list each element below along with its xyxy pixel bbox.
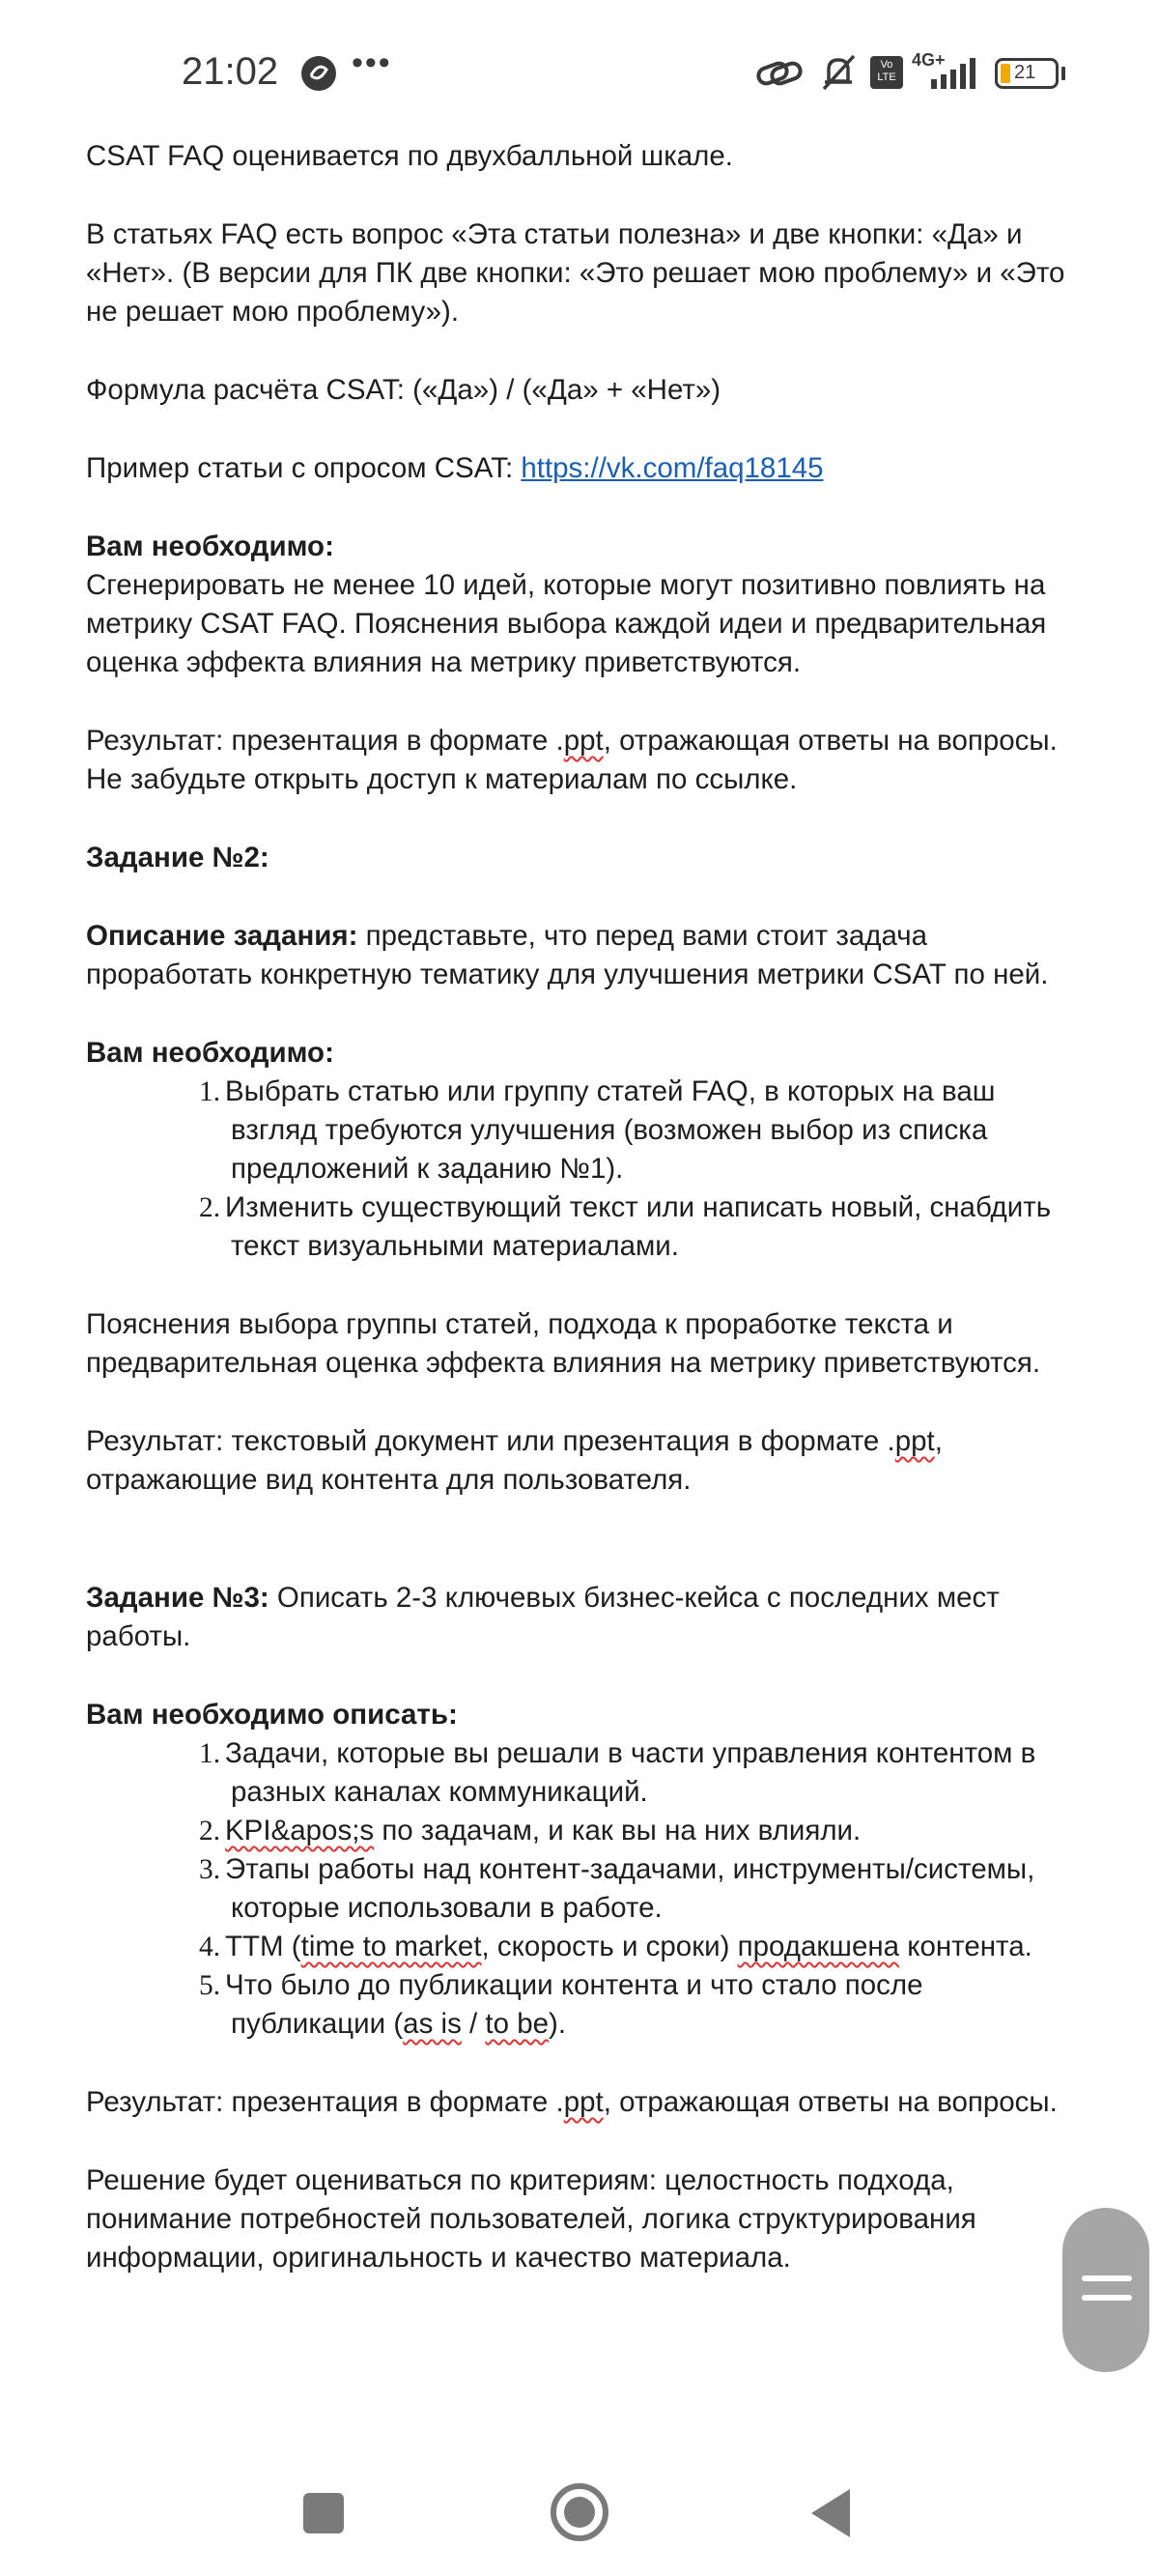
list-number: 1. — [199, 1076, 221, 1107]
app-notification-icon — [299, 54, 338, 93]
menu-line-icon — [1082, 2275, 1132, 2281]
list-item-text: ). — [549, 2008, 567, 2040]
need-section-1 — [86, 528, 1081, 682]
list-item-text: Выбрать статью или группу статей FAQ, в которых на ваш взгляд требуются улучшения (возможен выбор из списка предложений к заданию №1). — [225, 1075, 996, 1185]
paragraph-buttons: В статьях FAQ есть вопрос «Эта статьи полезна» и две кнопки: «Да» и «Нет». (В версии для ПК две кнопки: «Это решает мою проблему» и «Это не решает мою проблему»). — [86, 218, 1065, 328]
need-title-1: Вам необходимо: — [86, 530, 334, 562]
recent-apps-icon[interactable] — [301, 2491, 346, 2535]
list-number: 2. — [199, 1192, 221, 1223]
result-ppt-2: ppt — [894, 1425, 935, 1457]
need-title-3 — [86, 1696, 1081, 1734]
floating-menu-button[interactable] — [1062, 2208, 1149, 2372]
document-content — [86, 137, 1081, 2317]
criteria-paragraph: Решение будет оцениваться по критериям: целостность подхода, понимание потребностей пользователей, логика структурирования информации, оригинальность и качество материала. — [86, 2164, 976, 2274]
result-ppt-1: ppt — [563, 725, 604, 757]
list-item — [86, 1073, 1081, 1188]
task2-heading — [86, 839, 1081, 877]
result-text-1b: , отражающая ответы на вопросы. — [603, 725, 1058, 757]
result-section-3 — [86, 2083, 1081, 2122]
list-number: 5. — [199, 1970, 221, 2001]
paragraph-scale: CSAT FAQ оценивается по двухбалльной шкале. — [86, 140, 734, 172]
list-item-term: as is — [403, 2008, 462, 2040]
task3-title: Задание №3: — [86, 1582, 269, 1614]
task3-heading — [86, 1579, 1081, 1656]
list-item-kpi: KPI&apos;s — [225, 1815, 375, 1846]
network-type: 4G+ — [912, 50, 946, 70]
task2-description — [86, 917, 1081, 994]
list-item-term: time to market — [300, 1931, 482, 1962]
list-item-term: to be — [485, 2008, 550, 2040]
more-notifications-icon: ••• — [352, 44, 392, 81]
result-text-2b: , отражающие вид контента для пользователя. — [86, 1425, 943, 1496]
system-navigation-bar — [0, 2454, 1159, 2576]
status-bar — [0, 0, 1159, 135]
need-title-3-text: Вам необходимо описать: — [86, 1699, 458, 1731]
list-item-text: TTM ( — [225, 1931, 301, 1962]
task3-text: Описать 2-3 ключевых бизнес-кейса с последних мест работы. — [86, 1582, 1000, 1652]
list-number: 1. — [199, 1738, 221, 1769]
list-number: 4. — [199, 1932, 221, 1962]
back-icon[interactable] — [807, 2487, 854, 2539]
example-label: Пример статьи с опросом CSAT: — [86, 452, 522, 484]
list-item-text: , скорость и сроки) — [481, 1931, 738, 1962]
need-text-1: Сгенерировать не менее 10 идей, которые могут позитивно повлиять на метрику CSAT FAQ. Пояснения выбора каждой идеи и предварительная оценка эффекта влияния на метрику приветствуются. — [86, 569, 1047, 678]
list-item-term: продакшена — [737, 1931, 900, 1962]
battery-level: 21 — [1014, 62, 1036, 83]
result-text-2a: Результат: текстовый документ или презентация в формате . — [86, 1425, 895, 1457]
signal-icon — [912, 58, 981, 93]
list-item-text: Этапы работы над контент-задачами, инструменты/системы, которые использовали в работе. — [225, 1853, 1035, 1924]
list-item — [86, 1928, 1081, 1966]
result-section-1 — [86, 722, 1081, 799]
task2-desc-text: представьте, что перед вами стоит задача проработать конкретную тематику для улучшения метрики CSAT по ней. — [86, 920, 1049, 990]
list-item-text: / — [461, 2008, 486, 2040]
mute-bell-icon — [819, 52, 858, 93]
result-text-3b: , отражающая ответы на вопросы. — [603, 2086, 1058, 2118]
need-title-2 — [86, 1034, 1081, 1073]
battery-icon — [995, 58, 1059, 89]
list-number: 3. — [199, 1854, 221, 1885]
explain-2: Пояснения выбора группы статей, подхода к проработке текста и предварительная оценка эффекта влияния на метрику приветствуются. — [86, 1308, 1041, 1379]
result-text-3a: Результат: презентация в формате . — [86, 2086, 564, 2118]
list-number: 2. — [199, 1816, 221, 1846]
task2-title: Задание №2: — [86, 842, 269, 873]
list-item — [86, 1850, 1081, 1928]
paragraph-example — [86, 449, 1081, 488]
list-item-text: по задачам, и как вы на них влияли. — [374, 1815, 862, 1846]
battery-tip — [1061, 67, 1065, 80]
list-item — [86, 1966, 1081, 2044]
access-note: Не забудьте открыть доступ к материалам по ссылке. — [86, 763, 798, 795]
home-icon[interactable] — [549, 2481, 610, 2543]
list-item-text: контента. — [899, 1931, 1032, 1962]
list-item — [86, 1812, 1081, 1850]
list-item — [86, 1188, 1081, 1266]
list-item-text: Что было до публикации контента и что стало после публикации ( — [225, 1969, 923, 2040]
menu-line-icon — [1082, 2295, 1132, 2301]
result-ppt-3: ppt — [563, 2086, 604, 2118]
task2-desc-label: Описание задания: — [86, 920, 358, 952]
task3-list — [86, 1734, 1081, 2044]
clock: 21:02 — [182, 50, 279, 93]
faq-link[interactable]: https://vk.com/faq18145 — [521, 452, 824, 484]
link-icon — [755, 56, 804, 91]
result-text-1a: Результат: презентация в формате . — [86, 725, 564, 757]
list-item-text: Задачи, которые вы решали в части управления контентом в разных каналах коммуникаций. — [225, 1737, 1036, 1808]
list-item-text: Изменить существующий текст или написать новый, снабдить текст визуальными материалами. — [225, 1191, 1052, 1262]
result-section-2 — [86, 1422, 1081, 1500]
list-item — [86, 1734, 1081, 1812]
need-title-2-text: Вам необходимо: — [86, 1037, 334, 1069]
paragraph-formula: Формула расчёта CSAT: («Да») / («Да» + «Нет») — [86, 374, 721, 406]
volte-icon: Vo LTE — [870, 56, 903, 89]
task2-list — [86, 1073, 1081, 1266]
